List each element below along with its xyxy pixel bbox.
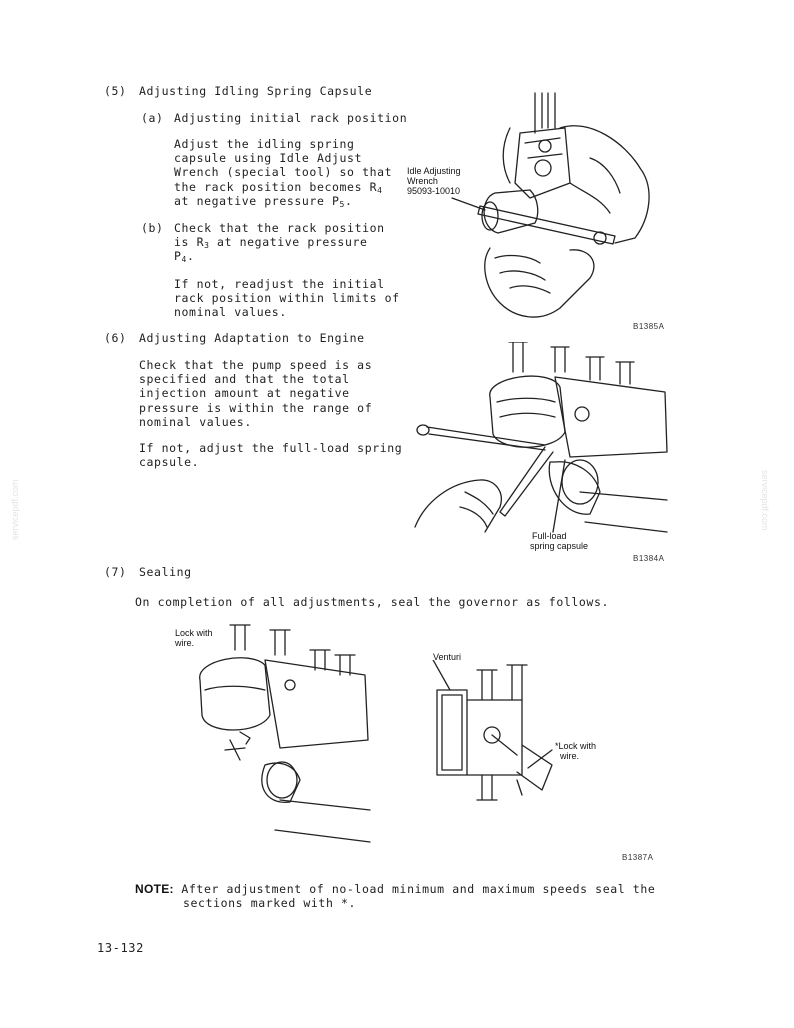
s6-p1-line-5: nominal values. <box>139 414 252 429</box>
step-b-paragraph <box>174 221 385 264</box>
step-b-line-6: nominal values. <box>174 305 287 320</box>
section-6-number: (6) <box>104 331 127 345</box>
note-text-1: After adjustment of no-load minimum and maximum speeds seal the <box>181 882 656 896</box>
section-5-title: Adjusting Idling Spring Capsule <box>139 84 373 98</box>
p-text: P <box>174 249 182 264</box>
section-7-number: (7) <box>104 565 127 579</box>
fig3-lock-label-line-2: wire. <box>175 638 195 648</box>
fig2-label-line-2: spring capsule <box>530 541 589 551</box>
step-a-line-4 <box>174 180 392 194</box>
p5-subscript: 5 <box>339 199 345 209</box>
fig3-star-lock-label-line-2: wire. <box>560 751 580 761</box>
s6-p1-line-3: injection amount at negative <box>139 386 350 401</box>
step-b-line-4: If not, readjust the initial <box>174 277 385 291</box>
s6-p1-line-4: pressure is within the range of <box>139 400 373 415</box>
section-6-title: Adjusting Adaptation to Engine <box>139 331 365 345</box>
fig3-lock-label-line-1: Lock with <box>175 628 213 638</box>
r3-subscript: 3 <box>204 241 210 251</box>
note-line-1 <box>135 882 655 896</box>
negative-pressure-text-b: at negative pressure <box>209 235 368 250</box>
note-label: NOTE: <box>135 882 174 896</box>
venturi-illustration <box>432 660 582 810</box>
step-a-line-3: Wrench (special tool) so that <box>174 165 393 180</box>
fig1-label-line-3: 95093-10010 <box>407 186 461 196</box>
fig3-venturi-label: Venturi <box>433 652 462 662</box>
step-b-line-1: Check that the rack position <box>174 221 385 235</box>
step-b-followup <box>174 277 400 320</box>
governor-wire-lock-illustration <box>190 620 380 845</box>
full-load-spring-capsule-illustration <box>405 342 670 547</box>
fig2-code: B1384A <box>633 554 665 563</box>
fig3-code: B1387A <box>622 853 654 862</box>
step-b-line-5: rack position within limits of <box>174 291 400 306</box>
step-b-line-3 <box>174 249 385 263</box>
s6-p2-line-1: If not, adjust the full-load spring <box>139 441 403 455</box>
s6-p2-line-2: capsule. <box>139 455 200 470</box>
line-end-period: . <box>344 193 353 208</box>
step-b-number: (b) <box>141 221 164 235</box>
page-number: 13-132 <box>97 941 144 955</box>
fig1-label-line-1: Idle Adjusting <box>407 166 461 176</box>
section-6-paragraph-2 <box>139 441 402 469</box>
section-7-title: Sealing <box>139 565 192 579</box>
step-a-number: (a) <box>141 111 164 125</box>
s6-p1-line-1: Check that the pump speed is as <box>139 358 373 372</box>
s6-p1-line-2: specified and that the total <box>139 372 350 387</box>
rack-position-text: the rack position becomes R <box>174 179 378 194</box>
section-6-paragraph-1 <box>139 358 372 429</box>
watermark-right: servicepdf.com <box>760 470 770 531</box>
note-line-2: sections marked with *. <box>183 896 357 910</box>
line-end-period-b: . <box>186 249 195 264</box>
fig2-label-line-1: Full-load <box>532 531 567 541</box>
step-a-line-2: capsule using Idle Adjust <box>174 151 363 166</box>
is-r-text: is R <box>174 235 205 250</box>
watermark-left: servicepdf.com <box>10 479 20 540</box>
r4-subscript: 4 <box>377 185 383 195</box>
idle-adjusting-wrench-illustration <box>440 88 670 328</box>
fig1-label-line-2: Wrench <box>407 176 438 186</box>
fig1-code: B1385A <box>633 322 665 331</box>
negative-pressure-text: at negative pressure P <box>174 193 340 208</box>
p4-subscript: 4 <box>181 255 187 265</box>
step-a-line-1: Adjust the idling spring <box>174 137 355 151</box>
section-7-line: On completion of all adjustments, seal the governor as follows. <box>135 595 609 609</box>
fig3-star-lock-label-line-1: *Lock with <box>555 741 597 751</box>
step-a-line-5 <box>174 194 392 208</box>
step-a-title: Adjusting initial rack position <box>174 111 408 125</box>
section-5-number: (5) <box>104 84 127 98</box>
step-b-line-2 <box>174 235 385 249</box>
step-a-paragraph <box>174 137 392 208</box>
